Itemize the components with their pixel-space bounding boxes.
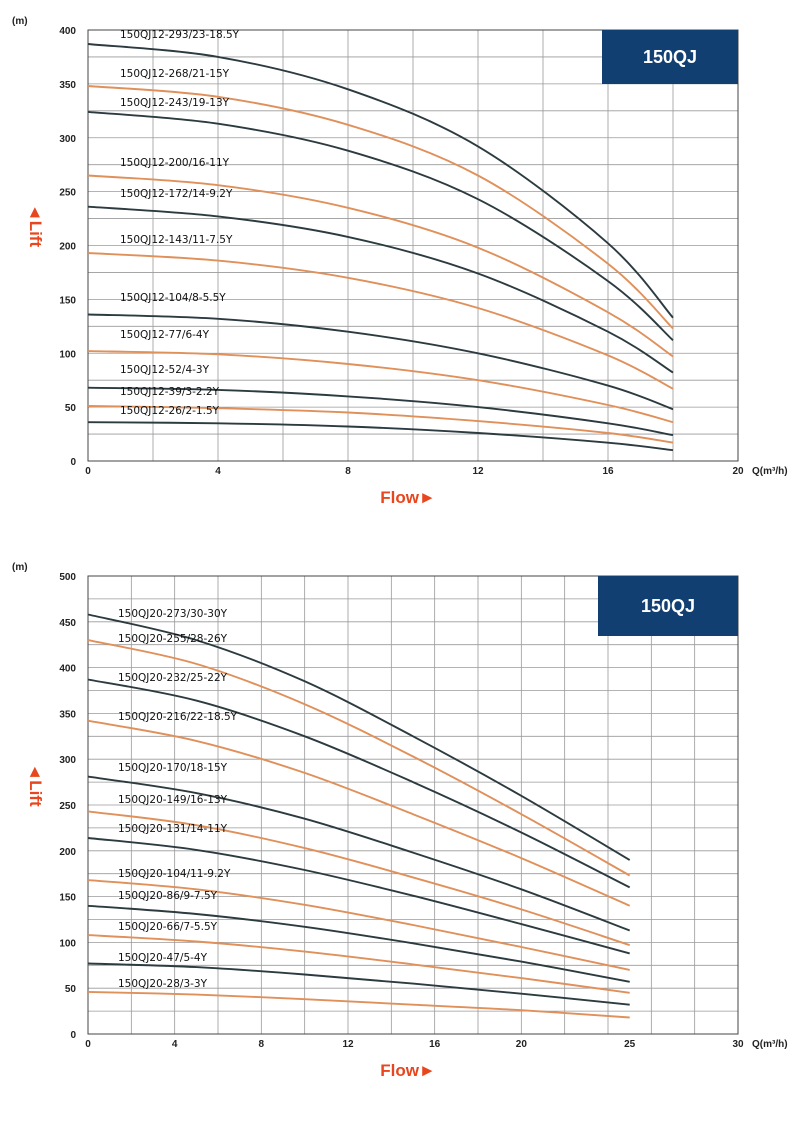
curve-label: 150QJ20-86/9-7.5Y xyxy=(118,890,218,902)
curve-label: 150QJ12-243/19-13Y xyxy=(120,97,230,109)
x-tick-label: 0 xyxy=(85,1039,91,1050)
model-badge-text: 150QJ xyxy=(642,47,698,67)
y-tick-label: 150 xyxy=(59,892,76,904)
chart-panel-1 xyxy=(12,16,788,507)
x-tick-label: 4 xyxy=(171,1039,178,1050)
curve-label: 150QJ20-104/11-9.2Y xyxy=(118,868,231,880)
curve-150QJ12-172/14-9.2Y xyxy=(88,207,673,373)
x-tick-label: 20 xyxy=(515,1039,527,1050)
y-tick-label: 250 xyxy=(59,801,76,812)
curve-label: 150QJ20-47/5-4Y xyxy=(118,952,208,964)
curve-label: 150QJ20-170/18-15Y xyxy=(118,762,228,774)
curve-label: 150QJ20-216/22-18.5Y xyxy=(118,711,238,723)
y-tick-label: 500 xyxy=(59,572,76,583)
y-tick-label: 0 xyxy=(70,457,76,468)
y-tick-label: 50 xyxy=(64,984,76,996)
y-axis-title: ◄Lift xyxy=(26,203,45,248)
y-tick-label: 100 xyxy=(59,349,76,361)
x-tick-label: 25 xyxy=(624,1039,636,1050)
y-tick-label: 350 xyxy=(59,79,76,91)
curve-label: 150QJ12-26/2-1.5Y xyxy=(120,405,220,417)
x-tick-label: 12 xyxy=(472,466,484,477)
y-tick-label: 400 xyxy=(59,26,76,37)
x-tick-label: 30 xyxy=(732,1039,744,1050)
curve-label: 150QJ20-232/25-22Y xyxy=(118,672,228,684)
x-axis-title: Flow► xyxy=(380,488,436,507)
curve-label: 150QJ12-52/4-3Y xyxy=(120,364,210,376)
curve-label: 150QJ12-39/3-2.2Y xyxy=(120,386,220,398)
curve-label: 150QJ20-273/30-30Y xyxy=(118,608,228,620)
x-tick-label: 12 xyxy=(342,1039,354,1050)
y-tick-label: 200 xyxy=(59,846,76,858)
chart-panel-2 xyxy=(12,562,788,1080)
y-tick-label: 400 xyxy=(59,663,76,675)
y-tick-label: 300 xyxy=(59,133,76,145)
y-tick-label: 350 xyxy=(59,709,76,721)
curve-label: 150QJ20-131/14-11Y xyxy=(118,823,228,835)
curve-label: 150QJ12-293/23-18.5Y xyxy=(120,29,240,41)
y-tick-label: 150 xyxy=(59,295,76,307)
x-tick-label: 16 xyxy=(602,466,614,477)
x-tick-label: 20 xyxy=(732,466,744,477)
x-tick-label: 8 xyxy=(258,1039,265,1050)
y-tick-label: 300 xyxy=(59,755,76,767)
curve-label: 150QJ12-143/11-7.5Y xyxy=(120,234,233,246)
curve-label: 150QJ12-268/21-15Y xyxy=(120,68,230,80)
model-badge-text: 150QJ xyxy=(640,596,696,616)
curve-label: 150QJ20-66/7-5.5Y xyxy=(118,921,218,933)
x-tick-label: 4 xyxy=(215,466,221,477)
curve-label: 150QJ12-200/16-11Y xyxy=(120,157,230,169)
curve-label: 150QJ20-255/28-26Y xyxy=(118,633,228,645)
x-tick-label: 0 xyxy=(85,466,91,477)
x-unit-label: Q(m³/h) xyxy=(752,1039,788,1050)
curve-label: 150QJ12-172/14-9.2Y xyxy=(120,188,233,200)
x-axis-title: Flow► xyxy=(380,1061,436,1080)
curve-label: 150QJ12-104/8-5.5Y xyxy=(120,292,226,304)
y-axis-title: ◄Lift xyxy=(26,763,45,807)
y-unit-label: (m) xyxy=(12,16,28,27)
y-tick-label: 0 xyxy=(70,1030,76,1041)
y-tick-label: 100 xyxy=(59,938,76,950)
y-tick-label: 50 xyxy=(64,403,76,415)
curve-label: 150QJ20-28/3-3Y xyxy=(118,978,208,990)
x-unit-label: Q(m³/h) xyxy=(752,466,788,477)
curve-label: 150QJ20-149/16-13Y xyxy=(118,794,228,806)
x-tick-label: 8 xyxy=(345,466,351,477)
curve-150QJ12-26/2-1.5Y xyxy=(88,422,673,450)
x-tick-label: 16 xyxy=(429,1039,441,1050)
y-unit-label: (m) xyxy=(12,562,28,573)
y-tick-label: 200 xyxy=(59,241,76,253)
y-tick-label: 250 xyxy=(59,187,76,199)
y-tick-label: 450 xyxy=(59,617,76,629)
curve-150QJ12-243/19-13Y xyxy=(88,112,673,340)
curve-label: 150QJ12-77/6-4Y xyxy=(120,329,210,341)
